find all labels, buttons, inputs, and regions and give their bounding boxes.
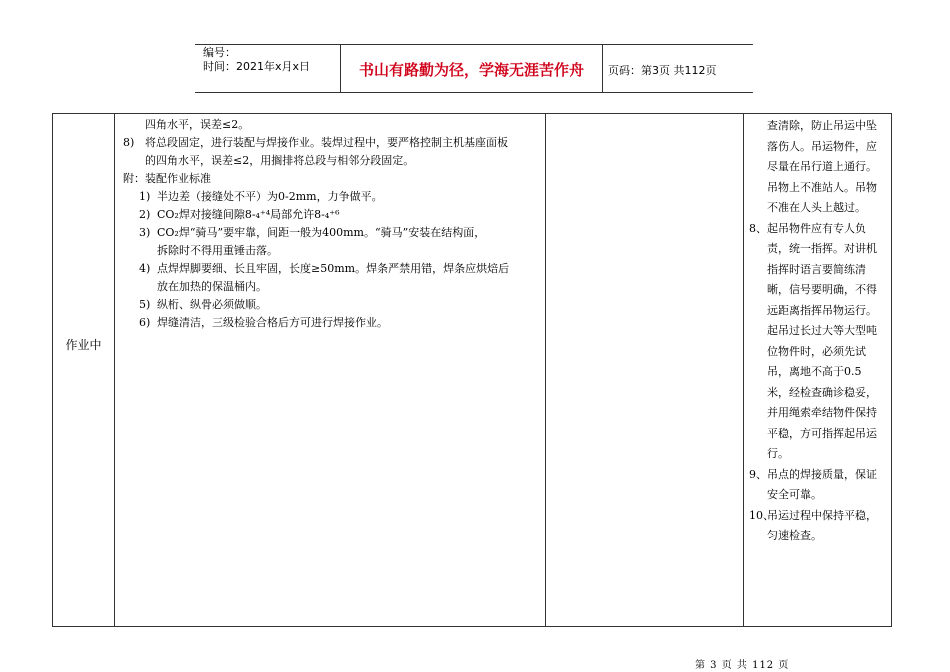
procedure-line: [123, 170, 543, 188]
step-number: 8): [123, 136, 135, 149]
column-divider: [114, 114, 115, 626]
page-footer: 第 3 页 共 112 页: [695, 660, 790, 671]
header-top-rule: [195, 44, 753, 45]
safety-line: [745, 465, 893, 486]
procedure-line: [123, 188, 543, 206]
substep-number: 6): [139, 316, 151, 329]
safety-line: [745, 424, 893, 445]
line-text: 四角水平，误差≤2。: [145, 118, 250, 131]
page-info: 页码：第3页 共112页: [608, 64, 717, 77]
safety-text: 行。: [767, 447, 789, 460]
procedure-line: [123, 152, 543, 170]
line-text: 焊缝清洁，三级检验合格后方可进行焊接作业。: [157, 316, 388, 329]
safety-text: 吊，离地不高于0.5: [767, 365, 862, 378]
line-text: 点焊焊脚要细、长且牢固，长度≥50mm。焊条严禁用错，焊条应烘焙后: [157, 262, 510, 275]
safety-text: 吊点的焊接质量，保证: [767, 467, 877, 481]
procedure-line: [123, 296, 543, 314]
safety-line: [745, 219, 893, 240]
safety-text: 起吊物件应有专人负: [767, 221, 866, 235]
line-text: 放在加热的保温桶内。: [157, 280, 267, 293]
substep-number: 4): [139, 262, 151, 275]
safety-text: 不准在人头上越过。: [767, 201, 866, 214]
line-text: CO₂焊“骑马”要牢靠，间距一般为400mm。“骑马”安装在结构面，: [157, 226, 486, 239]
safety-text: 吊物上不准站人。吊物: [767, 180, 877, 194]
line-text: 纵桁、纵骨必须做顺。: [157, 298, 267, 311]
safety-line: [745, 444, 893, 465]
safety-item-number: 10、: [749, 508, 774, 522]
line-text: 半边差（接缝处不平）为0-2mm，力争做平。: [157, 190, 383, 203]
header-meta: [203, 46, 310, 74]
procedure-line: [123, 134, 543, 152]
stage-label: 作业中: [65, 338, 102, 352]
safety-item-number: 9、: [749, 467, 767, 481]
safety-text: 安全可靠。: [767, 488, 822, 501]
substep-number: 2): [139, 208, 151, 221]
procedure-line: [123, 242, 543, 260]
safety-line: [745, 506, 893, 527]
safety-line: [745, 485, 893, 506]
safety-text: 并用绳索牵结物件保持: [767, 406, 877, 419]
safety-line: [745, 137, 893, 158]
line-text: CO₂焊对接缝间隙8-₄⁺⁴局部允许8-₄⁺⁶: [157, 208, 340, 221]
column-divider: [743, 114, 744, 626]
safety-line: [745, 383, 893, 404]
safety-text: 远距离指挥吊物运行。: [767, 303, 877, 317]
document-header: [195, 44, 753, 93]
procedure-line: [123, 260, 543, 278]
column-divider: [545, 114, 546, 626]
safety-line: [745, 239, 893, 260]
procedure-line: [123, 314, 543, 332]
safety-line: [745, 403, 893, 424]
safety-text: 尽量在吊行道上通行。: [767, 160, 877, 173]
safety-text: 责，统一指挥。对讲机: [767, 242, 877, 255]
header-divider: [602, 44, 603, 93]
time-label: 时间：2021年x月x日: [203, 60, 311, 73]
safety-text: 匀速检查。: [767, 529, 822, 542]
line-text: 将总段固定，进行装配与焊接作业。装焊过程中，要严格控制主机基座面板: [145, 136, 508, 149]
safety-text: 米，经检查确诊稳妥，: [767, 385, 877, 399]
number-label: 编号：: [203, 46, 236, 59]
line-text: 附：装配作业标准: [123, 172, 211, 185]
safety-text: 起吊过长过大等大型吨: [767, 324, 877, 337]
line-text: 的四角水平，误差≤2，用搁排将总段与相邻分段固定。: [145, 154, 415, 167]
safety-line: [745, 198, 893, 219]
substep-number: 1): [139, 190, 151, 203]
procedure-content: [123, 116, 543, 332]
safety-line: [745, 301, 893, 322]
motto: 书山有路勤为径，学海无涯苦作舟: [358, 61, 584, 79]
safety-line: [745, 362, 893, 383]
safety-line: [745, 526, 893, 547]
procedure-line: [123, 224, 543, 242]
safety-notes: [745, 116, 893, 547]
safety-text: 落伤人。吊运物件，应: [767, 139, 877, 153]
substep-number: 5): [139, 298, 151, 311]
procedure-line: [123, 278, 543, 296]
process-table: [52, 113, 892, 627]
safety-text: 查清除，防止吊运中坠: [767, 119, 877, 132]
procedure-line: [123, 116, 543, 134]
safety-line: [745, 178, 893, 199]
safety-line: [745, 260, 893, 281]
safety-line: [745, 342, 893, 363]
safety-text: 指挥时语言要简练清: [767, 262, 866, 276]
safety-text: 位物件时，必须先试: [767, 344, 866, 358]
safety-line: [745, 280, 893, 301]
safety-line: [745, 116, 893, 137]
safety-line: [745, 157, 893, 178]
header-bottom-rule: [195, 92, 753, 93]
substep-number: 3): [139, 226, 151, 239]
safety-text: 晰，信号要明确，不得: [767, 283, 877, 296]
safety-text: 吊运过程中保持平稳，: [767, 508, 877, 522]
procedure-line: [123, 206, 543, 224]
safety-item-number: 8、: [749, 221, 767, 235]
safety-text: 平稳，方可指挥起吊运: [767, 426, 877, 440]
line-text: 拆除时不得用重锤击落。: [157, 244, 278, 257]
safety-line: [745, 321, 893, 342]
